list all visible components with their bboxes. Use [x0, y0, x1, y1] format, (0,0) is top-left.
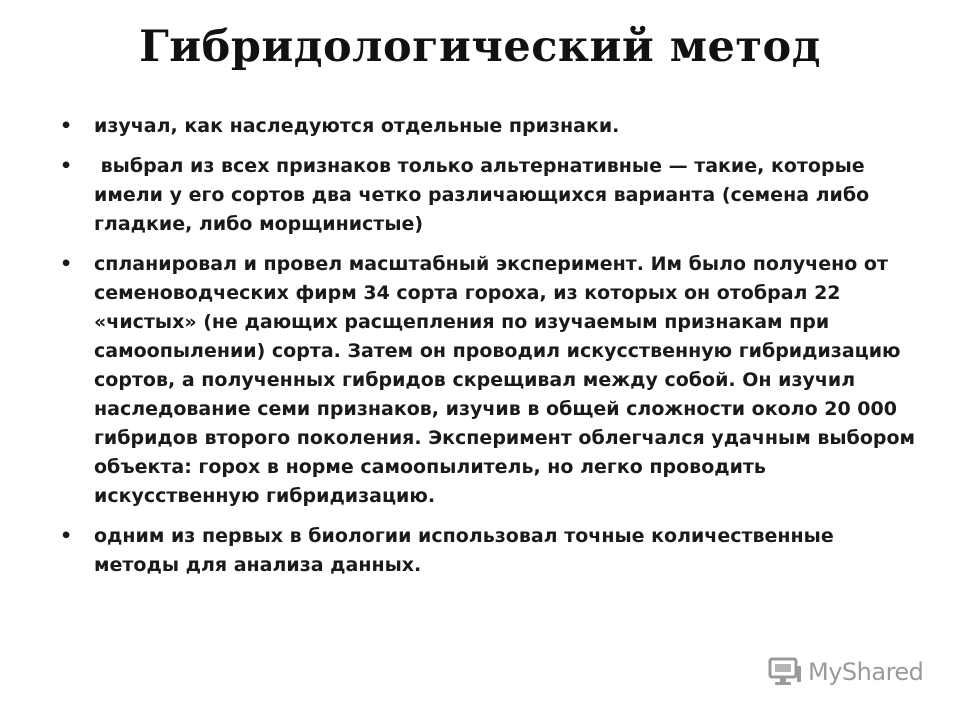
bullet-dot: •: [60, 155, 73, 177]
bullet-dot: •: [60, 525, 73, 547]
bullet-list: [60, 112, 918, 591]
bullet-text: изучал, как наследуются отдельные признаки.: [94, 115, 620, 137]
monitor-icon: [768, 656, 802, 688]
bullet-dot: •: [60, 115, 73, 137]
bullet-item: [60, 112, 918, 141]
watermark-text: MyShared: [808, 658, 924, 686]
bullet-item: [60, 522, 918, 580]
slide-title: Гибридологический метод: [139, 22, 821, 72]
bullet-text: выбрал из всех признаков только альтернативные — такие, которые имели у его сортов два четко различающихся варианта (семена либо гладкие, либо морщинистые): [94, 155, 876, 235]
bullet-text: спланировал и провел масштабный эксперимент. Им было получено от семеноводческих фирм 34 сорта гороха, из которых он отобрал 22 «чистых» (не дающих расщепления по изучаемым признакам при самоопылении) сорта. Затем он проводил искусственную гибридизацию сортов, а полученных гибридов скрещивал между собой. Он изучил наследование семи признаков, изучив в общей сложности около 20 000 гибридов второго поколения. Эксперимент облегчался удачным выбором объекта: горох в норме самоопылитель, но легко проводить искусственную гибридизацию.: [94, 253, 916, 507]
watermark: [768, 655, 923, 689]
bullet-item: [60, 152, 918, 239]
bullet-item: [60, 250, 918, 511]
bullet-dot: •: [60, 253, 73, 275]
bullet-text: одним из первых в биологии использовал точные количественные методы для анализа данных.: [94, 525, 834, 576]
